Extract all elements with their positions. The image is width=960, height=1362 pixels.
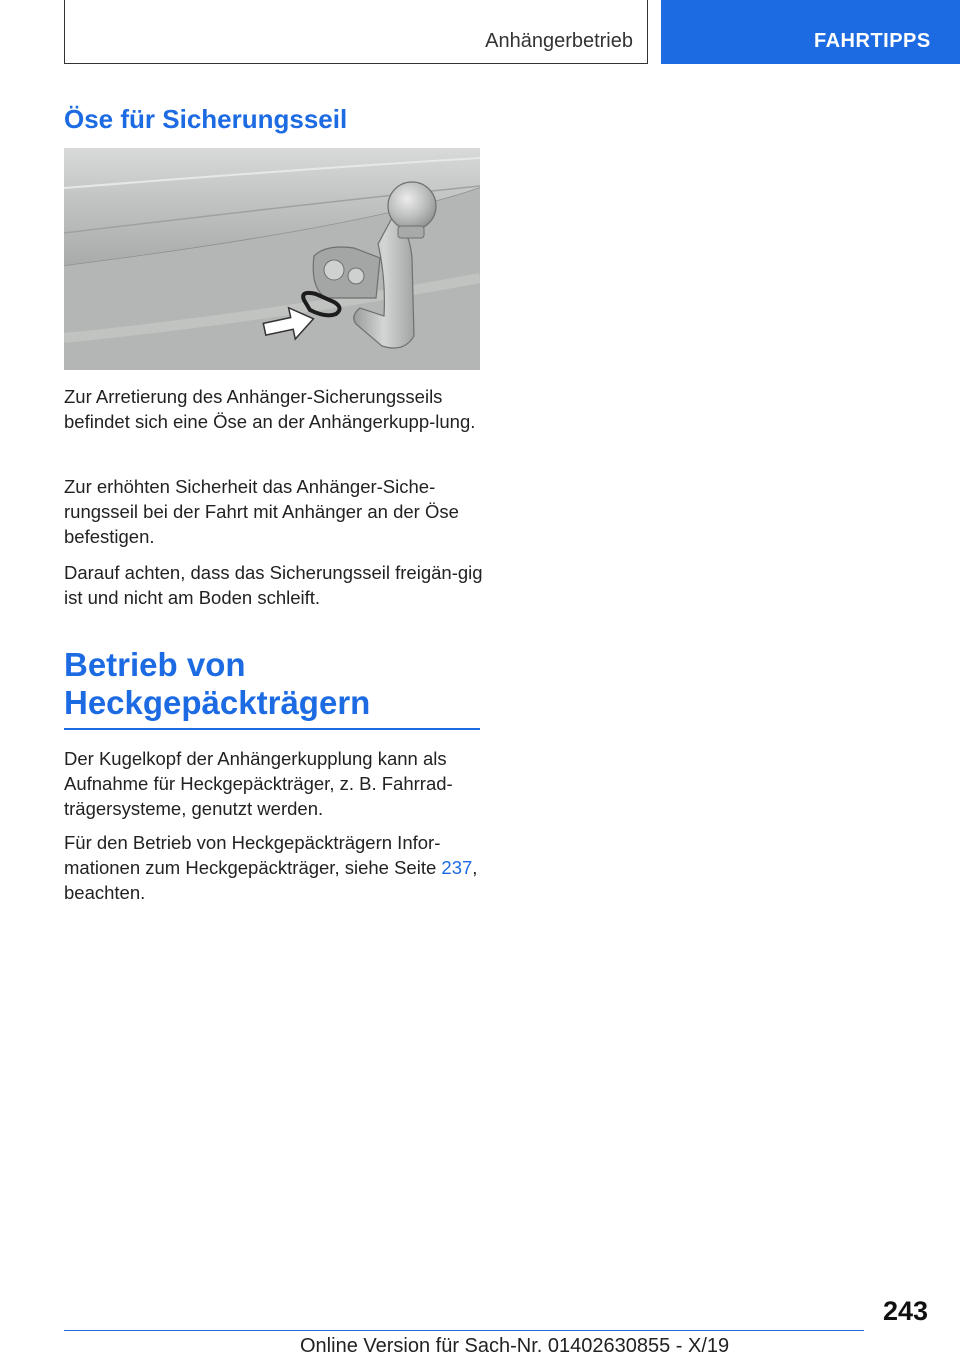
chapter-tab-label: FAHRTIPPS	[814, 30, 931, 52]
tow-hook-illustration	[64, 148, 480, 370]
header-section-title: Anhängerbetrieb	[485, 30, 633, 52]
paragraph-eyelet-caution: Darauf achten, dass das Sicherungsseil freigän-gig ist und nicht am Boden schleift.	[64, 562, 483, 608]
tow-hook-drawing	[64, 148, 480, 370]
paragraph-rear-carrier-info: Der Kugelkopf der Anhängerkupplung kann als Aufnahme für Heckgepäckträger, z. B. Fahrrad-trägersysteme, genutzt werden.	[64, 748, 453, 819]
footer-version-text: Online Version für Sach-Nr. 01402630855 - X/19	[300, 1335, 730, 1357]
reference-text-after: , beachten.	[64, 857, 478, 903]
chapter-tab[interactable]	[661, 0, 960, 64]
paragraph-eyelet-safety: Zur erhöhten Sicherheit das Anhänger-Siche-rungsseil bei der Fahrt mit Anhänger an der Öse befestigen.	[64, 476, 459, 547]
page-number: 243	[882, 1296, 928, 1326]
paragraph-rear-carrier-reference	[64, 830, 484, 905]
page-reference-link[interactable]: 237	[441, 857, 473, 878]
reference-text-before: Für den Betrieb von Heckgepäckträgern Infor-mationen zum Heckgepäckträger, siehe Seite	[64, 832, 442, 878]
footer-divider	[64, 1330, 864, 1331]
section-title-rear-carrier: Betrieb von Heckgepäckträgern	[64, 646, 480, 730]
section-title-eyelet: Öse für Sicherungsseil	[64, 104, 348, 134]
paragraph-eyelet-location: Zur Arretierung des Anhänger-Sicherungsseils befindet sich eine Öse an der Anhängerkupp-lung.	[64, 386, 476, 432]
running-header	[64, 0, 648, 64]
